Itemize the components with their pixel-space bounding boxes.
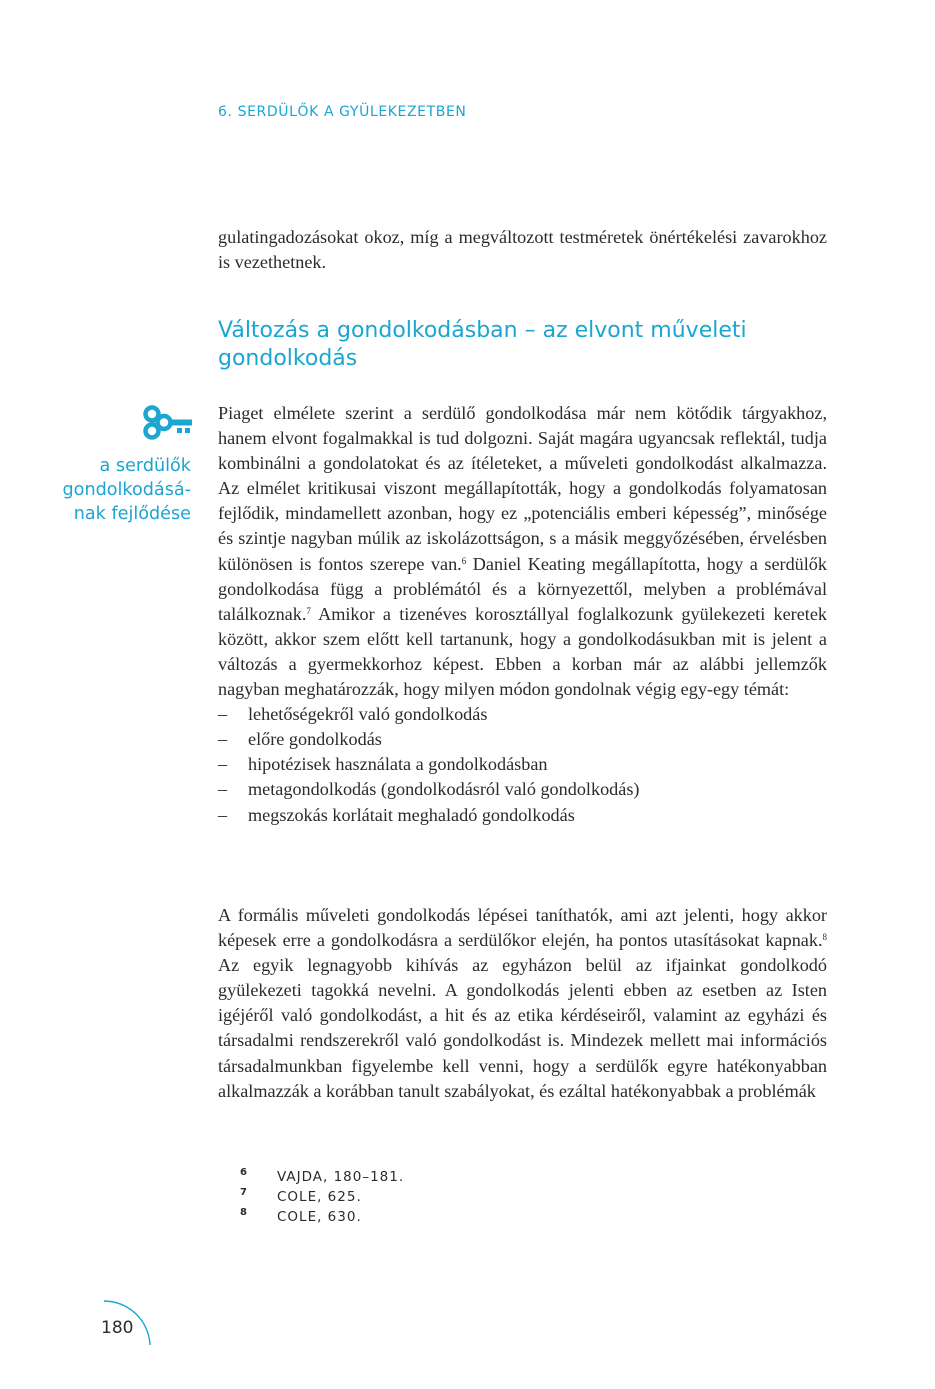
paragraph-continuation <box>218 225 827 275</box>
list-item <box>218 727 827 752</box>
list-item-text: előre gondolkodás <box>248 729 382 750</box>
footnote <box>240 1187 404 1207</box>
list-dash: – <box>218 779 228 800</box>
footnotes <box>240 1167 404 1227</box>
list-dash: – <box>218 704 228 725</box>
paragraph-text <box>218 401 827 702</box>
list-dash: – <box>218 804 228 825</box>
footnote-text: COLE, 625. <box>277 1189 362 1205</box>
section-heading: Változás a gondolkodásban – az elvont műveleti gondolkodás <box>218 318 747 371</box>
margin-note-line: a serdülők <box>99 456 191 476</box>
key-icon <box>140 404 194 442</box>
closing-paragraph-block <box>218 903 827 1104</box>
page-number: 180 <box>101 1318 134 1338</box>
footnote-ref[interactable]: 8 <box>822 932 827 943</box>
footnote-ref[interactable]: 7 <box>306 605 311 616</box>
margin-note <box>21 454 191 526</box>
text-run: Piaget elmélete szerint a serdülő gondolkodása már nem kötődik tárgyakhoz, hanem elvont fogalmakkal is tud dolgozni. Saját magára ugyancsak reflektál, tudja kombinálni a gondolatokat és az ítéleteket, a műveleti gondolkodást alkalmazza. Az elmélet kritikusai viszont megállapították, hogy a gondolkodás folyamatosan fejlődik, mindamellett azonban, hogy ez „potenciális emberi képesség”, minősége és szintje nagyban múlik az iskolázottságon, s a másik meggyőzésében, érvelésben különösen is fontos szerepe van. <box>218 403 827 574</box>
footnote-ref[interactable]: 6 <box>461 555 467 566</box>
footnote-text: COLE, 630. <box>277 1209 362 1225</box>
paragraph-text <box>218 903 827 1104</box>
text-run: Daniel Keating megállapította, hogy a serdülők gondolkodása függ a problémától és a környezettől, melyben a problémával találkoznak. <box>218 553 827 624</box>
margin-note-line: gondolkodásá- <box>62 480 191 500</box>
list-item-text: metagondolkodás (gondolkodásról való gondolkodás) <box>248 779 640 800</box>
text-run: Amikor a tizenéves korosztállyal foglalkozunk gyülekezeti keretek között, akkor szem előtt kell tartanunk, hogy a gondolkodásukban mit is jelent a változás a gyermekkorhoz képest. Ebben a korban már az alábbi jellemzők nagyban meghatározzák, hogy milyen módon gondolnak végig egy-egy témát: <box>218 603 827 700</box>
list-item-text: megszokás korlátait meghaladó gondolkodás <box>248 804 575 825</box>
footnote <box>240 1167 404 1187</box>
running-head: 6. SERDÜLŐK A GYÜLEKEZETBEN <box>218 104 467 120</box>
footnote-number: 8 <box>240 1207 247 1218</box>
list-item-text: lehetőségekről való gondolkodás <box>248 704 488 725</box>
text-run: A formális műveleti gondolkodás lépései taníthatók, ami azt jelenti, hogy akkor képesek erre a gondolkodásra a serdülőkor elején, ha pontos utasításokat kapnak. <box>218 905 827 951</box>
margin-note-line: nak fejlődése <box>73 504 191 524</box>
footnote-number: 7 <box>240 1187 247 1198</box>
list-item <box>218 752 827 777</box>
list-dash: – <box>218 729 228 750</box>
footnote <box>240 1207 404 1227</box>
list-item <box>218 803 827 828</box>
list-item-text: hipotézisek használata a gondolkodásban <box>248 754 548 775</box>
main-paragraph-block <box>218 401 827 828</box>
characteristics-list <box>218 702 827 827</box>
footnote-text: VAJDA, 180–181. <box>277 1169 405 1185</box>
paragraph-text: gulatingadozásokat okoz, míg a megváltozott testméretek önértékelési zavarokhoz is vezethetnek. <box>218 227 827 273</box>
text-run: Az egyik legnagyobb kihívás az egyházon belül az ifjainkat gondolkodó gyülekezeti tagokká nevelni. A gondolkodás jelenti ebben az esetben az Isten igéjéről való gondolkodást, a hit és az etika kérdéseiről, valamint az egyházi és társadalmi rendszerekről való gondolkodást is. Mindezek mellett mai információs társadalmunkban figyelembe kell venni, hogy a serdülők egyre hatékonyabban alkalmazzák a korábban tanult szabályokat, és ezáltal hatékonyabbak a problémák <box>218 955 827 1101</box>
list-item <box>218 777 827 802</box>
list-item <box>218 702 827 727</box>
list-dash: – <box>218 754 228 775</box>
footnote-number: 6 <box>240 1167 247 1178</box>
